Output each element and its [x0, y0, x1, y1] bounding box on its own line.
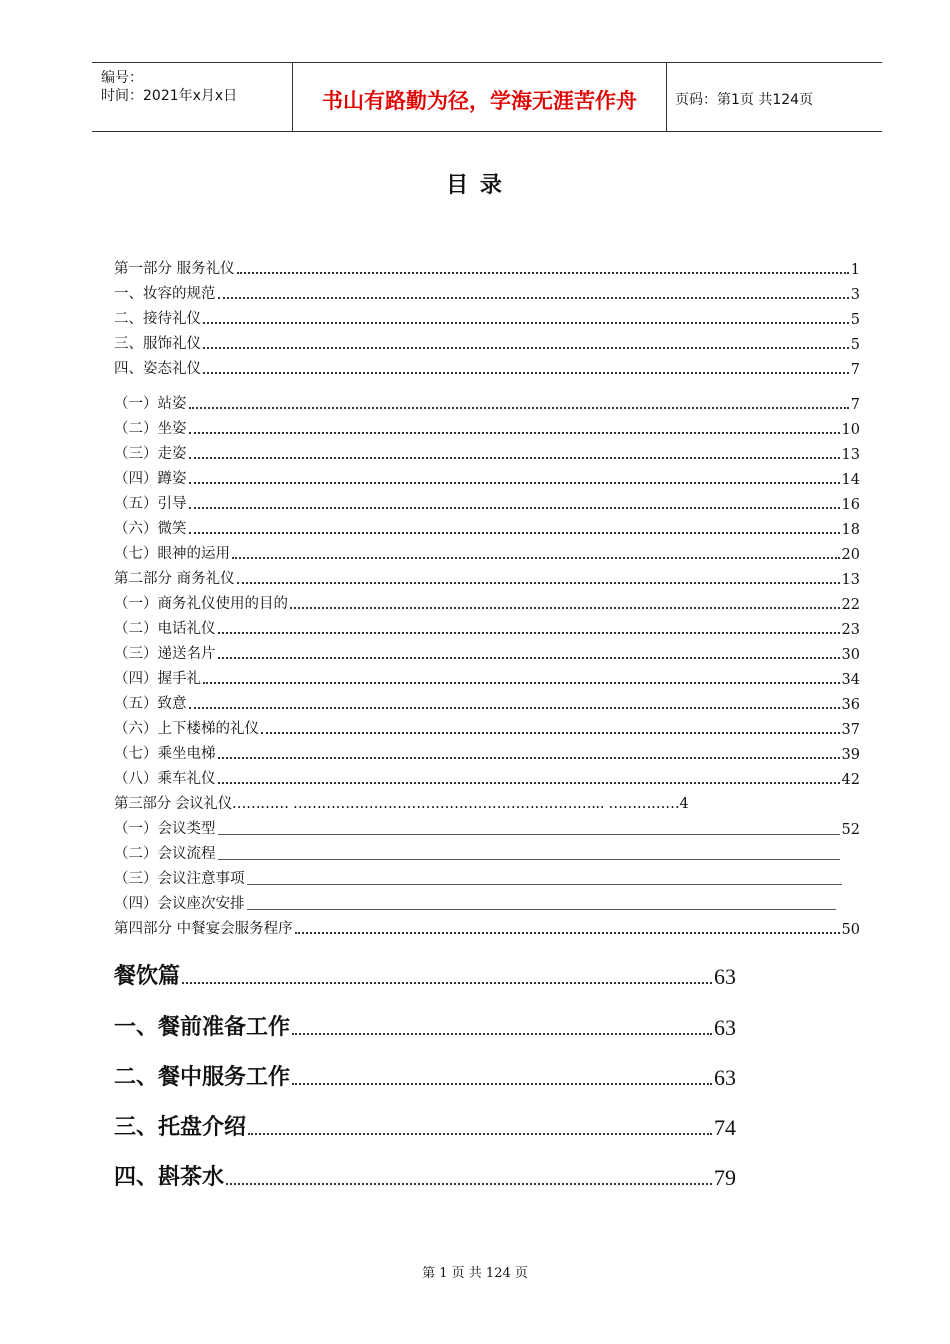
toc-entry[interactable] [114, 568, 860, 588]
leader-dots [218, 757, 840, 759]
page-footer: 第 1 页 共 124 页 [422, 1266, 528, 1281]
toc-entry[interactable] [114, 593, 860, 613]
time-label: 时间：2021年x月x日 [101, 88, 238, 104]
toc-label: 第三部分 会议礼仪………… ………………………………………………………... ……………4 [114, 796, 689, 812]
page-title: 目 录 [446, 172, 504, 198]
toc-label: （四）握手礼 [114, 671, 201, 687]
leader-dots [226, 1183, 712, 1185]
toc-label: 第一部分 服务礼仪 [114, 261, 235, 277]
toc-major-page: 79 [714, 1165, 736, 1190]
toc-label: （一）商务礼仪使用的目的 [114, 596, 288, 612]
toc-page: 39 [841, 747, 860, 763]
toc-label: （七）眼神的运用 [114, 546, 230, 562]
toc-page: 22 [841, 597, 860, 613]
toc-major-label: 三、托盘介绍 [114, 1114, 247, 1140]
toc-entry[interactable] [114, 283, 860, 303]
toc-entry[interactable] [114, 843, 842, 863]
toc-entry[interactable] [114, 793, 860, 813]
leader-dots [203, 322, 849, 324]
toc-major-entry[interactable] [114, 1007, 736, 1041]
toc-major-entry[interactable] [114, 1107, 736, 1141]
toc-page: 18 [841, 522, 860, 538]
toc-label: 二、接待礼仪 [114, 311, 201, 327]
header-motto-cell [292, 63, 667, 131]
toc-page: 10 [841, 422, 860, 438]
toc-major-entry[interactable] [114, 1157, 736, 1191]
toc-page: 36 [841, 697, 860, 713]
header-table [92, 62, 882, 132]
leader-dots [232, 557, 840, 559]
leader-dots [203, 347, 849, 349]
toc-page: 23 [841, 622, 860, 638]
leader-dots [218, 297, 849, 299]
leader-dots [182, 982, 712, 984]
toc-page: 52 [841, 822, 860, 838]
toc-entry[interactable] [114, 543, 860, 563]
toc-major-page: 63 [714, 1015, 736, 1040]
leader-dots [189, 507, 840, 509]
toc-label: （五）引导 [114, 496, 187, 512]
toc-page: 13 [841, 572, 860, 588]
header-meta-cell [92, 63, 292, 131]
toc-label: （一）会议类型 [114, 821, 216, 837]
leader-dots [290, 607, 840, 609]
toc-entry[interactable] [114, 308, 860, 328]
leader-dots [237, 582, 840, 584]
toc-entry[interactable] [114, 893, 838, 913]
toc-major-label: 餐饮篇 [114, 963, 181, 989]
toc-page: 7 [850, 397, 860, 413]
toc-entry[interactable] [114, 868, 844, 888]
toc-page: 14 [841, 472, 860, 488]
toc-label: （八）乘车礼仪 [114, 771, 216, 787]
toc-entry[interactable] [114, 333, 860, 353]
leader-dots [189, 457, 840, 459]
header-page-cell [666, 63, 882, 131]
leader-dots [295, 932, 840, 934]
toc-page: 34 [841, 672, 860, 688]
toc-label: （六）上下楼梯的礼仪 [114, 721, 259, 737]
toc-page: 30 [841, 647, 860, 663]
toc-page: 16 [841, 497, 860, 513]
toc-entry[interactable] [114, 743, 860, 763]
leader-dots [292, 1083, 712, 1085]
leader-dots [218, 632, 840, 634]
toc-entry[interactable] [114, 358, 860, 378]
toc-entry[interactable] [114, 768, 860, 788]
toc-label: （一）站姿 [114, 396, 187, 412]
toc-major-entry[interactable] [114, 956, 736, 990]
leader-dots [218, 657, 840, 659]
toc-label: 一、妆容的规范 [114, 286, 216, 302]
toc-entry[interactable] [114, 443, 860, 463]
toc-entry[interactable] [114, 258, 860, 278]
toc-label: （六）微笑 [114, 521, 187, 537]
toc-page: 5 [850, 337, 860, 353]
toc-major-label: 二、餐中服务工作 [114, 1064, 291, 1090]
leader-dots [189, 432, 840, 434]
toc-major-entry[interactable] [114, 1057, 736, 1091]
leader-dots [203, 372, 849, 374]
toc-label: （三）走姿 [114, 446, 187, 462]
number-label: 编号： [101, 70, 143, 86]
toc-entry[interactable] [114, 518, 860, 538]
toc-entry[interactable] [114, 668, 860, 688]
page-label: 页码：第1页 共124页 [675, 92, 814, 108]
toc-major-page: 63 [714, 1065, 736, 1090]
toc-label: （二）会议流程 [114, 846, 216, 862]
toc-label: （四）蹲姿 [114, 471, 187, 487]
leader-line [218, 834, 840, 835]
toc-entry[interactable] [114, 693, 860, 713]
toc-label: 第二部分 商务礼仪 [114, 571, 235, 587]
toc-label: 三、服饰礼仪 [114, 336, 201, 352]
leader-dots [248, 1133, 712, 1135]
toc-entry[interactable] [114, 493, 860, 513]
toc-page: 13 [841, 447, 860, 463]
leader-dots [261, 732, 840, 734]
toc-page: 3 [850, 287, 860, 303]
toc-major-label: 四、斟茶水 [114, 1164, 225, 1190]
toc-label: （二）电话礼仪 [114, 621, 216, 637]
toc-page: 1 [850, 262, 860, 278]
toc-entry[interactable] [114, 818, 860, 838]
toc-entry[interactable] [114, 393, 860, 413]
toc-label: 第四部分 中餐宴会服务程序 [114, 921, 293, 937]
toc-label: （三）会议注意事项 [114, 871, 245, 887]
leader-dots [189, 482, 840, 484]
toc-label: （四）会议座次安排 [114, 896, 245, 912]
toc-label: （七）乘坐电梯 [114, 746, 216, 762]
toc-page: 5 [850, 312, 860, 328]
leader-dots [218, 782, 840, 784]
toc-entry[interactable] [114, 618, 860, 638]
toc-major-page: 74 [714, 1115, 736, 1140]
toc-entry[interactable] [114, 918, 860, 938]
leader-dots [203, 682, 840, 684]
leader-dots [189, 532, 840, 534]
motto: 书山有路勤为径，学海无涯苦作舟 [322, 89, 637, 113]
leader-line [247, 884, 843, 885]
leader-dots [189, 707, 840, 709]
toc-label: 四、姿态礼仪 [114, 361, 201, 377]
toc-entry[interactable] [114, 643, 860, 663]
toc-label: （三）递送名片 [114, 646, 216, 662]
toc-page: 20 [841, 547, 860, 563]
toc-label: （五）致意 [114, 696, 187, 712]
leader-dots [189, 407, 849, 409]
toc-label: （二）坐姿 [114, 421, 187, 437]
toc-major-label: 一、餐前准备工作 [114, 1014, 291, 1040]
leader-line [247, 909, 837, 910]
toc-entry[interactable] [114, 418, 860, 438]
toc-entry[interactable] [114, 468, 860, 488]
toc-entry[interactable] [114, 718, 860, 738]
toc-page: 37 [841, 722, 860, 738]
leader-dots [237, 272, 849, 274]
toc-page: 42 [841, 772, 860, 788]
toc-major-page: 63 [714, 964, 736, 989]
toc-page: 7 [850, 362, 860, 378]
leader-line [218, 859, 841, 860]
leader-dots [292, 1033, 712, 1035]
toc-page: 50 [841, 922, 860, 938]
